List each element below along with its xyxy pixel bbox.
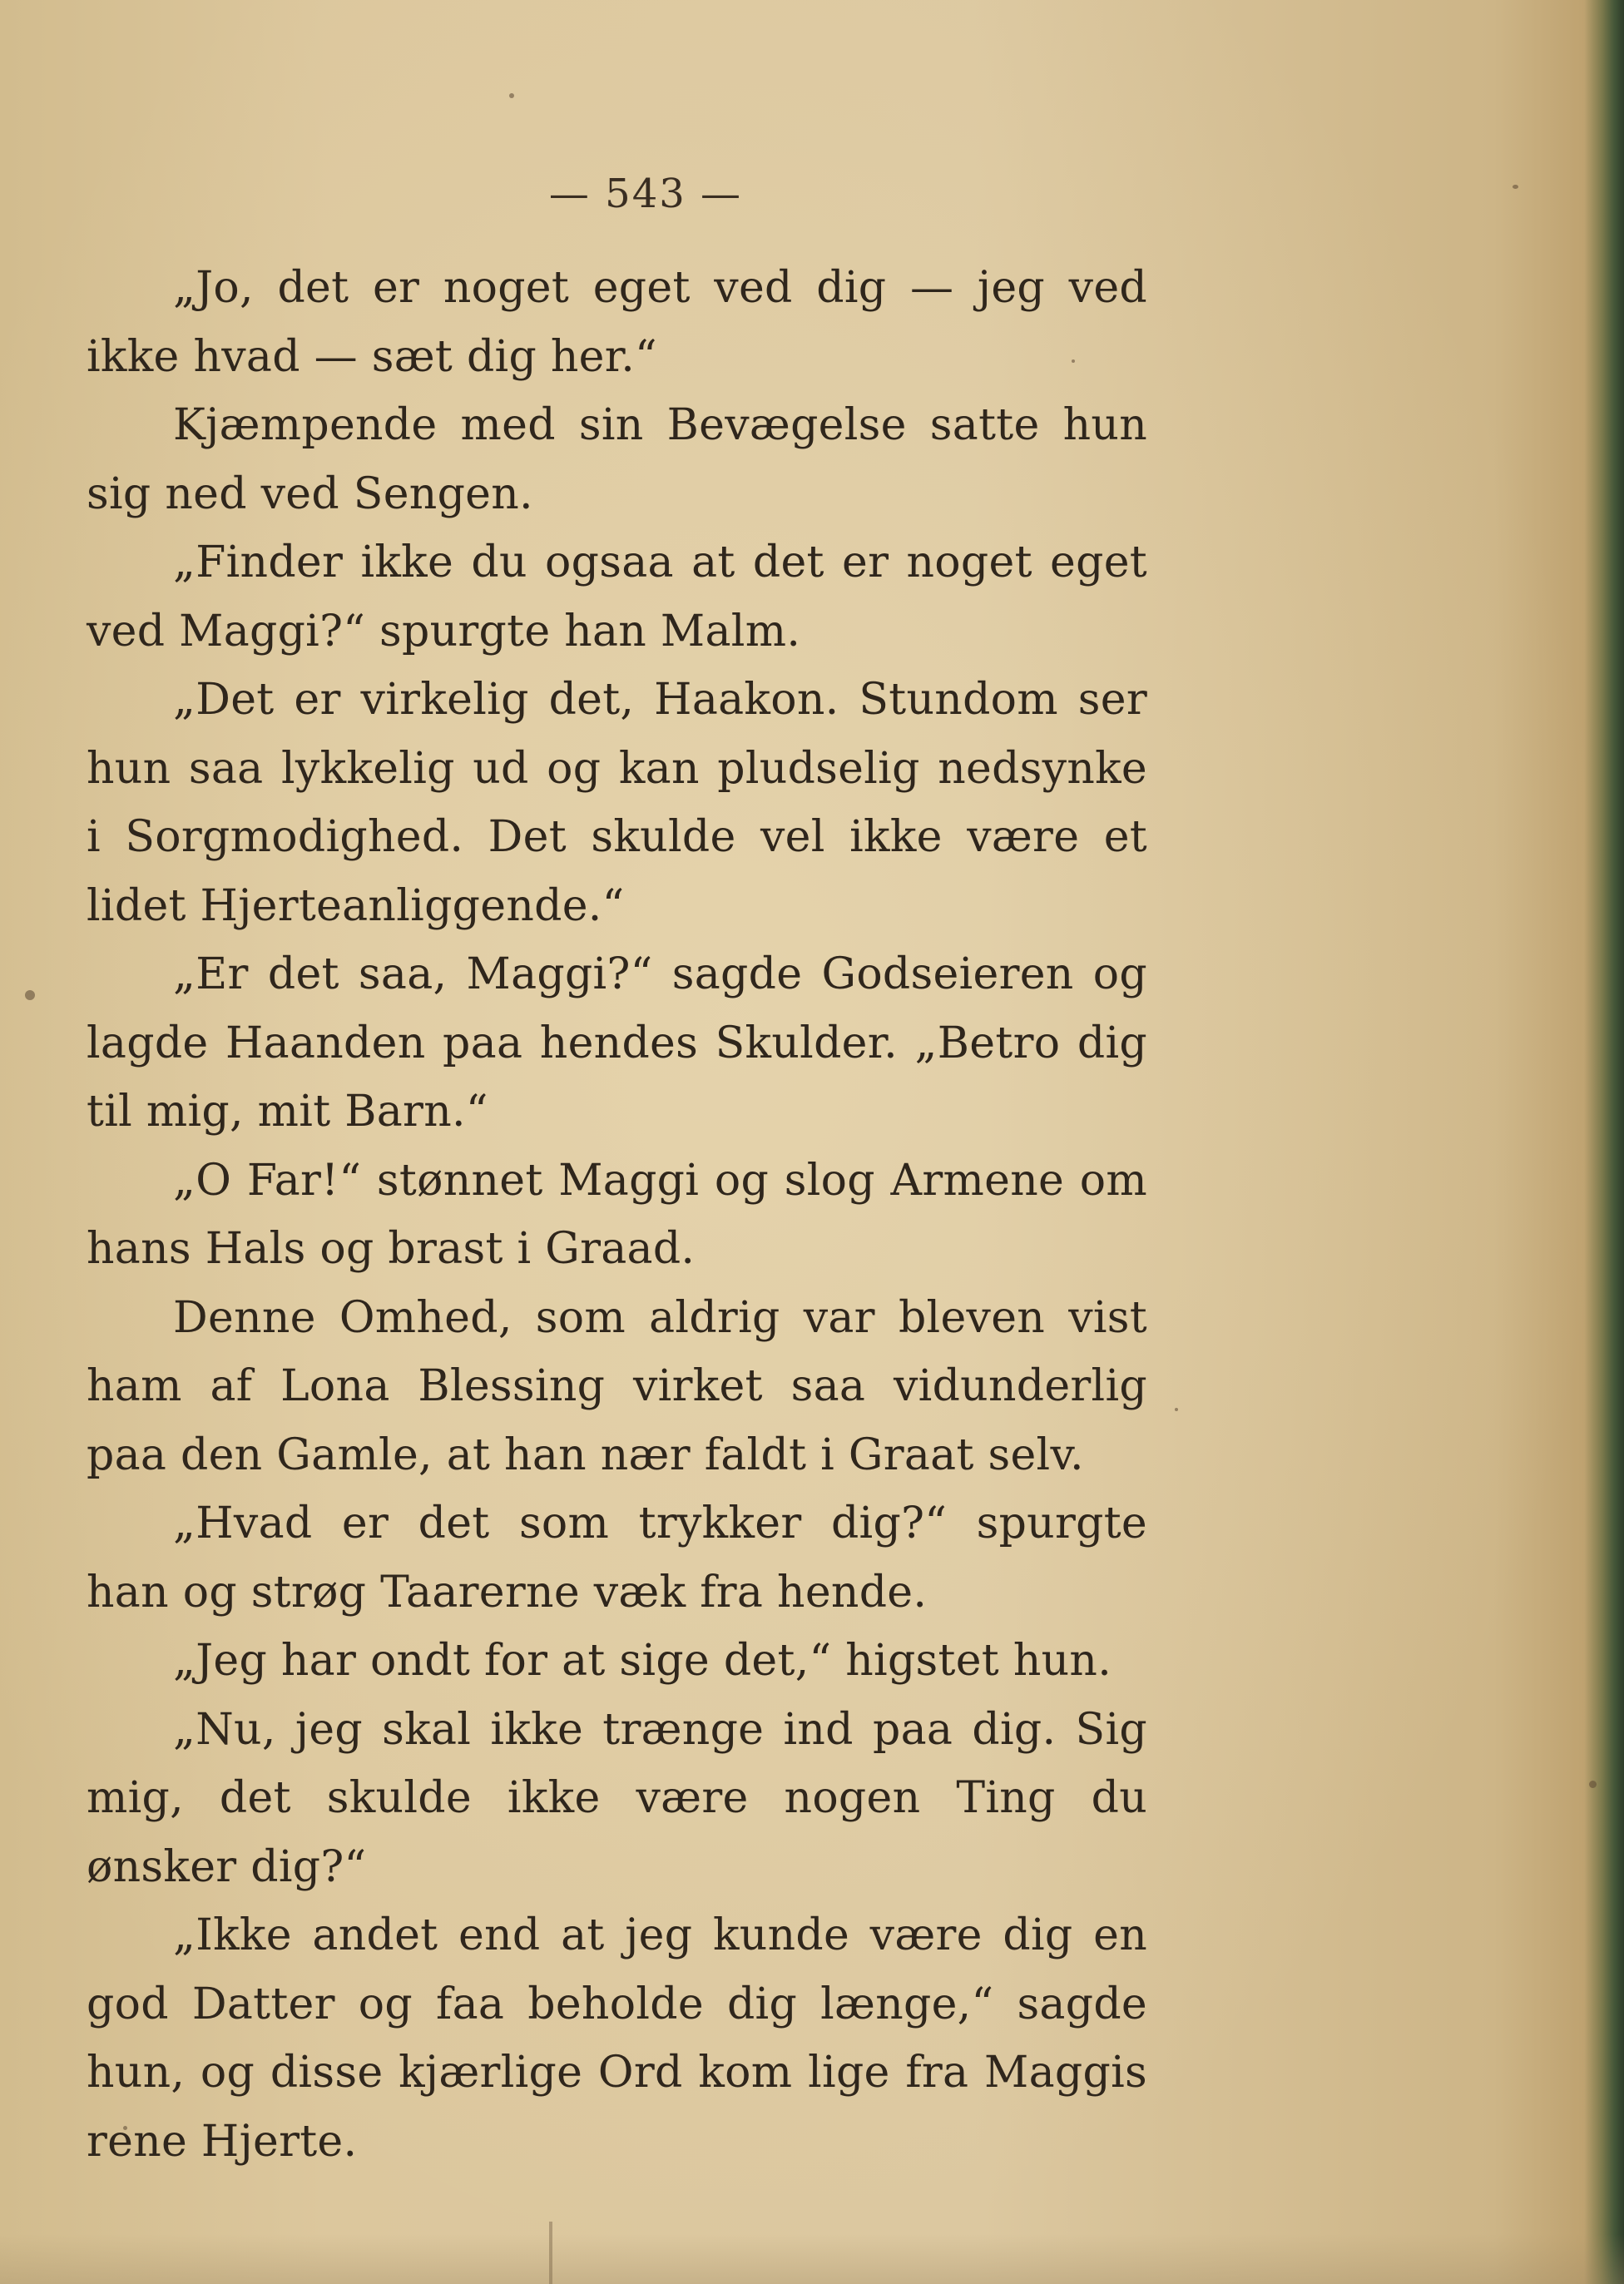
paper-speck xyxy=(509,93,514,98)
paper-speck xyxy=(1513,185,1518,189)
paragraph: Denne Omhed, som aldrig var bleven vist ham af Lona Blessing virket saa vidunderlig paa den Gamle, at han nær faldt i Graat selv. xyxy=(87,1292,1147,1480)
paragraph: „Jeg har ondt for at sige det,“ higstet hun. xyxy=(173,1636,1112,1686)
paragraph: „O Far!“ stønnet Maggi og slog Armene om hans Hals og brast i Graad. xyxy=(87,1155,1147,1274)
paragraph: „Ikke andet end at jeg kunde være dig en god Datter og faa beholde dig længe,“ sagde hun, og disse kjærlige Ord kom lige fra Maggis rene Hjerte. xyxy=(87,1910,1147,2167)
paragraph: „Hvad er det som trykker dig?“ spurgte han og strøg Taarerne væk fra hende. xyxy=(87,1499,1147,1618)
page-number: — 543 — xyxy=(548,171,743,217)
paragraph: „Nu, jeg skal ikke trænge ind paa dig. Sig mig, det skulde ikke være nogen Ting du ønsker dig?“ xyxy=(87,1704,1147,1892)
paper-speck xyxy=(1589,1781,1597,1788)
page-fold-mark xyxy=(549,2222,552,2284)
page-bottom-shadow xyxy=(0,2234,1624,2284)
paper-speck xyxy=(1175,1408,1178,1411)
paragraph: „Det er virkelig det, Haakon. Stundom ser hun saa lykkelig ud og kan pludselig nedsynke i Sorgmodighed. Det skulde vel ikke være et lidet Hjerteanliggende.“ xyxy=(87,675,1147,931)
paragraph: „Jo, det er noget eget ved dig — jeg ved ikke hvad — sæt dig her.“ xyxy=(87,263,1147,382)
paragraph: Kjæmpende med sin Bevægelse satte hun sig ned ved Sengen. xyxy=(87,400,1147,519)
paper-speck xyxy=(25,990,35,1000)
book-spine-edge xyxy=(1584,0,1624,2284)
body-text xyxy=(87,254,1147,2176)
paragraph: „Finder ikke du ogsaa at det er noget eget ved Maggi?“ spurgte han Malm. xyxy=(87,538,1147,656)
paragraph: „Er det saa, Maggi?“ sagde Godseieren og lagde Haanden paa hendes Skulder. „Betro dig til mig, mit Barn.“ xyxy=(87,949,1147,1137)
